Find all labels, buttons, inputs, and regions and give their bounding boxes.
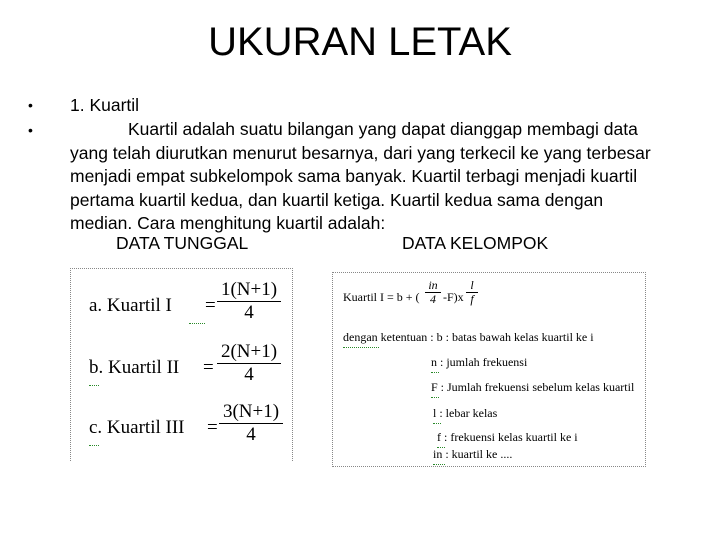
paragraph-line: pertama kuartil kedua, dan kuartil ketiga. Kuartil kedua sama dengan (70, 189, 604, 210)
fraction-numerator: l (466, 279, 478, 293)
fraction-numerator: in (425, 279, 441, 293)
spellcheck-underline (431, 368, 439, 373)
fraction-numerator: 1(N+1) (217, 279, 281, 302)
spellcheck-underline (89, 441, 99, 446)
fraction-numerator: 3(N+1) (219, 401, 283, 424)
legend-line-n: n : jumlah frekuensi (431, 355, 528, 369)
legend-line-b: dengan ketentuan : b : batas bawah kelas kuartil ke i (343, 330, 594, 344)
spellcheck-underline (343, 343, 379, 348)
fraction-denominator: 4 (246, 424, 256, 445)
tunggal-formula-image (70, 268, 293, 461)
paragraph-line: menjadi empat subkelompok sama banyak. Kuartil terbagi menjadi kuartil (70, 166, 638, 186)
equals-sign: = (203, 357, 214, 378)
legend-line-in: in : kuartil ke .... (433, 447, 513, 461)
formula-prefix: Kuartil I = b + ( (343, 290, 420, 304)
item-heading (70, 94, 700, 118)
formula-label: c. Kuartil III (89, 417, 185, 438)
formula-q1 (89, 279, 289, 331)
formula-q3 (89, 401, 289, 453)
equals-sign: = (207, 417, 218, 438)
fraction-denominator: 4 (430, 292, 436, 306)
legend-line-f: f : frekuensi kelas kuartil ke i (437, 430, 578, 444)
heading-data-kelompok: DATA KELOMPOK (402, 233, 549, 253)
paragraph-line: median. Cara menghitung kuartil adalah: (70, 213, 386, 233)
spellcheck-underline (433, 419, 441, 424)
spellcheck-underline (433, 460, 445, 465)
formula-mid: -F)x (443, 290, 464, 304)
kelompok-formula-image (332, 272, 646, 467)
fraction-numerator: 2(N+1) (217, 341, 281, 364)
legend-line-l: l : lebar kelas (433, 406, 498, 420)
spellcheck-underline (89, 381, 99, 386)
bullet-2: • (28, 122, 33, 138)
item-kuartil-title: 1. Kuartil (70, 95, 140, 115)
spellcheck-underline (189, 319, 205, 324)
formula-q2 (89, 341, 289, 393)
fraction-denominator: 4 (244, 364, 254, 385)
legend-line-F: F : Jumlah frekuensi sebelum kelas kuartil (431, 380, 635, 394)
fraction (217, 279, 281, 324)
fraction-in-over-4 (425, 279, 441, 306)
fraction (219, 401, 283, 446)
slide-title: UKURAN LETAK (208, 20, 512, 64)
paragraph-line: Kuartil adalah suatu bilangan yang dapat dianggap membagi data (128, 119, 638, 139)
spellcheck-underline (437, 443, 445, 448)
paragraph-line: yang telah diurutkan menurut besarnya, dari yang terkecil ke yang terbesar (70, 142, 651, 163)
fraction-l-over-f (466, 279, 478, 306)
equals-sign: = (205, 295, 216, 316)
fraction (217, 341, 281, 386)
formula-label: b. Kuartil II (89, 357, 180, 378)
heading-data-tunggal: DATA TUNGGAL (116, 233, 249, 253)
fraction-denominator: f (470, 292, 474, 306)
paragraph (70, 118, 700, 236)
bullet-1: • (28, 97, 33, 113)
spellcheck-underline (431, 393, 439, 398)
fraction-denominator: 4 (244, 302, 254, 323)
formula-label: a. Kuartil I (89, 295, 172, 316)
